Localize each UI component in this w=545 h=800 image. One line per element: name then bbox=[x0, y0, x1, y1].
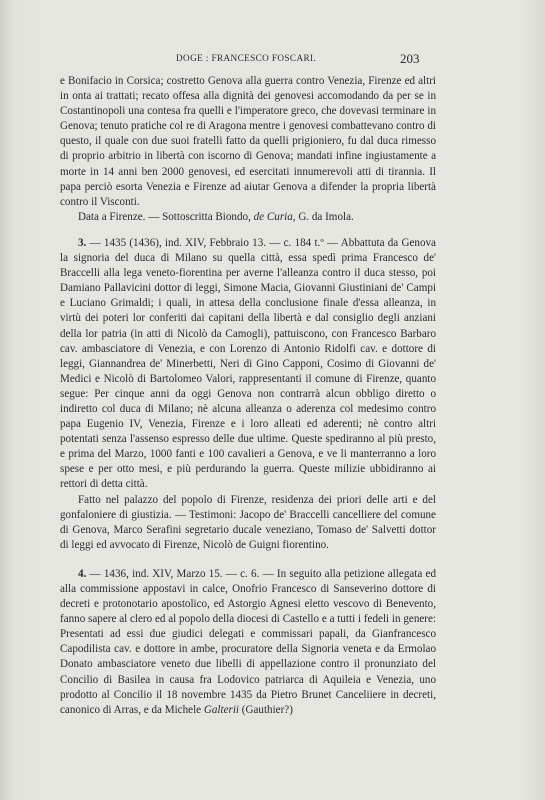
witnesses-text: Fatto nel palazzo del popolo di Firenze, residenza dei priori delle arti e del gonfaloniere di giustizia. — Testimoni: Jacopo de' Braccelli cancelliere del comune di Genova, Marco Serafini segretario ducale veneziano, Tomaso de' Salvetti dottor di leggi ed avvocato di Firenze, Nicolò de Guigni fiorentino. bbox=[60, 493, 436, 551]
date-italic: de Curia bbox=[253, 210, 293, 223]
body-text bbox=[60, 74, 436, 718]
entry-text: — 1436, ind. XIV, Marzo 15. — c. 6. — In seguito alla petizione allegata ed alla commissione appostavi in calce, Onofrio Francesco di Sanseverino dottore di decreti e protonotario apostolico, ed Astorgio Agnesi eletto vescovo di Benevento, fanno sapere al clero ed al popolo della diocesi di Castello e a tutti i fedeli in genere: Presentati ad essi due giudici delegati e commissari papali, da Gianfrancesco Capodilista cav. e dottore in ambe, procuratore della Signoria veneta e da Ermolao Donato ambasciatore veneto due libelli di appellazione contro il pronunziato del Concilio di Basilea in causa fra Lodovico patriarca di Aquileia e Venezia, uno prodotto al Concilio il 18 novembre 1435 da Pietro Brunet Canceliiere in decreti, canonico di Arras, e da Michele bbox=[60, 567, 436, 716]
paragraph-continuation bbox=[60, 74, 436, 210]
entry-number: 3. bbox=[78, 236, 87, 249]
entry-text-end: (Gauthier?) bbox=[239, 703, 293, 716]
entry-italic: Galterii bbox=[203, 703, 239, 716]
paragraph-text: e Bonifacio in Corsica; costretto Genova alla guerra contro Venezia, Firenze ed altri in onta ai trattati; recato offesa alla dignità dei genovesi accomodando da per se in Costantinopoli una contesa fra quelli e l'imperatore greco, che dovevasi terminare in Genova; tenuto pratiche col re di Aragona mentre i genovesi combattevano contro di questo, il quale con due suoi fratelli fatto da quelli prigioniero, fu dal duca rimesso di proprio arbitrio in libertà con iscorno di Genova; mandati infine ingiustamente a morte in 14 anni ben 2000 genovesi, ed esercitati innumerevoli atti di tirannia. Il papa perciò esorta Venezia e Firenze ad aiutar Genova a difender la propria libertà contro il Visconti. bbox=[60, 75, 436, 208]
entry-text: — 1435 (1436), ind. XIV, Febbraio 13. — c. 184 t.º — Abbattuta da Genova la signoria del duca di Milano su quella città, essa spedì prima Francesco de' Braccelli alla lega veneto-fiorentina per averne l'alleanza contro il duca stesso, poi Damiano Pallavicini dottor di leggi, Simone Macia, Giovanni Giustiniani de' Campi e Luciano Grimaldi; i quali, in attesa della conclusione finale d'essa alleanza, in virtù dei poteri lor conferiti dai capitani della libertà e dal consiglio degli anziani della lor patria (in atti di Nicolò da Camogli), pattuiscono, con Francesco Barbaro cav. ambasciatore di Venezia, e con Lorenzo di Antonio Ridolfi cav. e dottore di leggi, Giannandrea de' Minerbetti, Neri di Gino Capponi, Cosimo di Giovanni de' Medici e Nicolò di Bartolomeo Valori, rappresentanti il comune di Firenze, quanto segue: Per cinque anni da oggi Genova non contrarrà alcun obbligo diretto o indiretto col duca di Milano; nè alcuna alleanza o aderenza col medesimo contro papa Eugenio IV, Venezia, Firenze e i loro alleati ed aderenti; nè contro altri potentati senza l'assenso espresso delle due ultime. Queste spediranno al più presto, e prima del Marzo, 1000 fanti e 100 cavalieri a Genova, e ve li manterranno a loro spese e per otto mesi, e più perdurando la guerra. Queste milizie ubbidiranno ai rettori di detta città. bbox=[60, 236, 436, 491]
page-number: 203 bbox=[400, 51, 420, 66]
paragraph-date bbox=[60, 210, 436, 225]
entry-4 bbox=[60, 567, 436, 718]
date-text: Data a Firenze. — Sottoscritta Biondo, bbox=[78, 210, 254, 223]
entry-3 bbox=[60, 236, 436, 493]
date-text-end: , G. da Imola. bbox=[292, 210, 354, 223]
entry-number: 4. bbox=[78, 567, 87, 580]
page-header bbox=[0, 52, 545, 68]
running-title: DOGE : FRANCESCO FOSCARI. bbox=[176, 53, 317, 63]
paragraph-witnesses bbox=[60, 493, 436, 553]
